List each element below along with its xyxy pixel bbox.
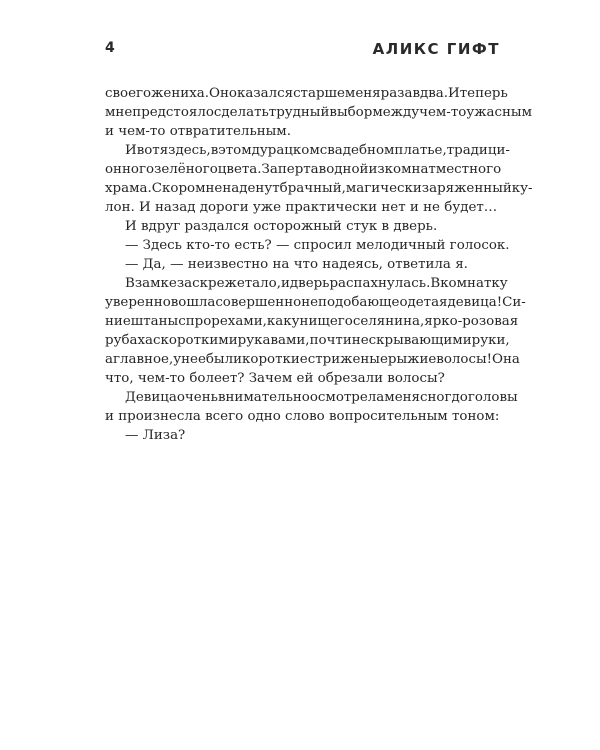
text-line: а главное, у нее были короткие стриженые рыжие волосы! Она [105,352,520,367]
text-line: и чем-то отвратительным. [105,124,291,139]
text-line: мне предстояло сделать трудный выбор между чем-то ужасным [105,105,532,120]
running-head-author: АЛИКС ГИФТ [372,40,500,58]
text-line: рубаха с короткими рукавами, почти не скрывающими руки, [105,333,510,348]
page-header [105,40,500,64]
text-line: ние штаны с прорехами, как у нищего селянина, ярко-розовая [105,314,519,329]
text-line: — Лиза? [125,428,186,443]
text-line: лон. И назад дороги уже практически нет и не будет… [105,200,498,215]
text-line: что, чем-то болеет? Зачем ей обрезали волосы? [105,371,445,386]
text-line: Девица очень внимательно осмотрела меня с ног до головы [125,390,518,405]
text-line: — Да, — неизвестно на что надеясь, ответила я. [125,257,468,272]
text-line: онного зелёного цвета. Заперта в одной из комнат местного [105,162,502,177]
text-line: храма. Скоро мне наденут брачный, магически заряженный ку- [105,181,533,196]
text-line: В замке заскрежетало, и дверь распахнулась. В комнатку [125,276,508,291]
text-line: — Здесь кто-то есть? — спросил мелодичный голосок. [125,238,510,253]
text-line: И вот я здесь, в этом дурацком свадебном платье, традици- [125,143,510,158]
page-number: 4 [105,40,115,56]
text-line: и произнесла всего одно слово вопросительным тоном: [105,409,500,424]
text-line: И вдруг раздался осторожный стук в дверь. [125,219,438,234]
body-text [105,84,533,445]
text-line: уверенно вошла совершенно неподобающе одетая девица! Си- [105,295,526,310]
text-line: своего жениха. Он оказался старше меня раза в два. И теперь [105,86,508,101]
